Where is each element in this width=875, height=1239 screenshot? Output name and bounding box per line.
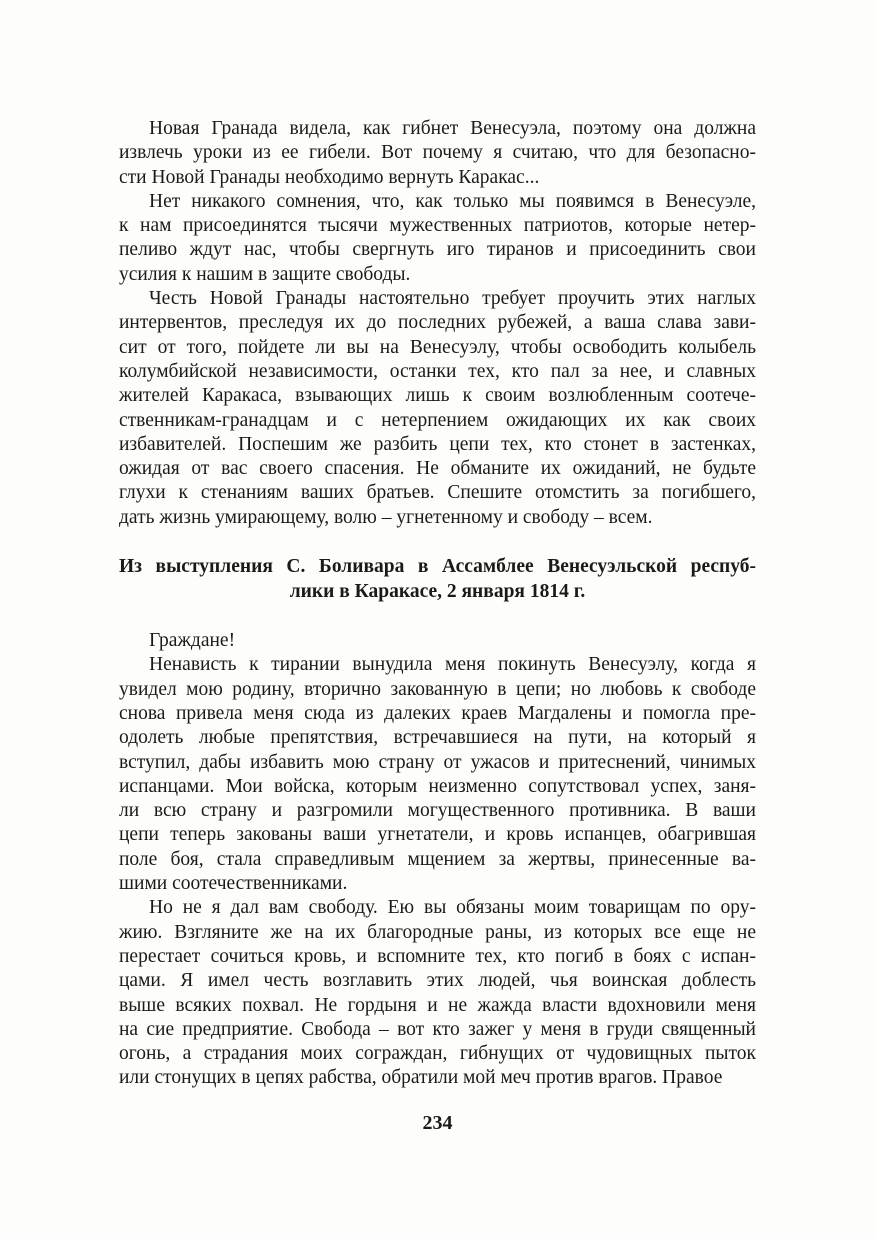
text-line: извлечь уроки из ее гибели. Вот почему я считаю, что для безопасно-: [119, 142, 756, 164]
page-number: 234: [422, 1112, 453, 1134]
text-line: вступил, дабы избавить мою страну от ужасов и притеснений, чинимых: [119, 751, 756, 773]
text-line: испанцами. Мои войска, которым неизменно сопутствовал успех, заня-: [119, 775, 756, 797]
text-line: жителей Каракаса, взывающих лишь к своим возлюбленным соотече-: [119, 385, 756, 407]
page-body: [119, 117, 756, 1091]
heading-line-2: лики в Каракасе, 2 января 1814 г.: [289, 581, 586, 603]
heading-line-1: Из выступления С. Боливара в Ассамблее Венесуэльской респуб-: [119, 556, 756, 578]
text-line: Честь Новой Гранады настоятельно требует проучить этих наглых: [149, 288, 756, 310]
text-line: пеливо ждут нас, чтобы свергнуть иго тиранов и присоединить свои: [119, 239, 756, 261]
text-line: интервентов, преследуя их до последних рубежей, а ваша слава зави-: [119, 312, 756, 334]
text-line: жию. Взгляните же на их благородные раны, из которых все еще не: [119, 921, 756, 943]
text-line: Новая Гранада видела, как гибнет Венесуэла, поэтому она должна: [149, 118, 756, 139]
text-line: огонь, а страдания моих сограждан, гибнущих от чудовищных пыток: [119, 1043, 756, 1065]
text-line: перестает сочиться кровь, и вспомните тех, кто погиб в боях с испан-: [119, 945, 756, 967]
paragraph: [119, 629, 756, 653]
text-line: ственникам-гранадцам и с нетерпением ожидающих их как своих: [119, 409, 756, 431]
text-line: или стонущих в цепях рабства, обратили мой меч против врагов. Правое: [119, 1067, 723, 1089]
text-line: шими соотечественниками.: [119, 873, 348, 895]
text-block-top: [119, 117, 756, 530]
text-line: дать жизнь умирающему, волю – угнетенному и свободу – всем.: [119, 506, 653, 528]
text-line: снова привела меня сюда из далеких краев Магдалены и помогла пре-: [119, 702, 756, 724]
paragraph: [119, 117, 756, 190]
text-line: Нет никакого сомнения, что, как только мы появимся в Венесуэле,: [149, 190, 756, 212]
text-line: ли всю страну и разгромили могущественного противника. В ваши: [119, 800, 756, 822]
text-line: одолеть любые препятствия, встречавшиеся на пути, на который я: [119, 727, 756, 749]
text-line: усилия к нашим в защите свободы.: [119, 263, 411, 285]
text-line: к нам присоединятся тысячи мужественных патриотов, которые нетер-: [119, 215, 756, 237]
text-line: сит от того, пойдете ли вы на Венесуэлу, чтобы освободить колыбель: [119, 336, 756, 358]
text-line: увидел мою родину, вторично закованную в цепи; но любовь к свободе: [119, 678, 756, 700]
paragraph: [119, 896, 756, 1090]
text-line: выше всяких похвал. Не гордыня и не жажда власти вдохновили меня: [119, 994, 756, 1016]
paragraph: [119, 287, 756, 530]
text-block-bottom: [119, 629, 756, 1091]
text-line: глухи к стенаниям ваших братьев. Спешите отомстить за погибшего,: [119, 482, 756, 504]
text-line: цепи теперь закованы ваши угнетатели, и кровь испанцев, обагрившая: [119, 824, 756, 846]
text-line: сти Новой Гранады необходимо вернуть Каракас...: [119, 166, 540, 188]
text-line: на сие предприятие. Свобода – вот кто зажег у меня в груди священный: [119, 1018, 756, 1040]
paragraph: [119, 653, 756, 896]
paragraph: [119, 190, 756, 287]
text-line: колумбийской независимости, останки тех, кто пал за нее, и славных: [119, 360, 756, 382]
text-line: Но не я дал вам свободу. Ею вы обязаны моим товарищам по ору-: [149, 897, 756, 919]
text-line: цами. Я имел честь возглавить этих людей, чья воинская доблесть: [119, 970, 756, 992]
text-line: Ненависть к тирании вынудила меня покинуть Венесуэлу, когда я: [149, 654, 756, 676]
text-line: ожидая от вас своего спасения. Не обманите их ожиданий, не будьте: [119, 458, 756, 480]
section-heading: [119, 554, 756, 604]
text-line: Граждане!: [149, 630, 236, 652]
text-line: поле боя, стала справедливым мщением за жертвы, принесенные ва-: [119, 848, 756, 870]
text-line: избавителей. Поспешим же разбить цепи тех, кто стонет в застенках,: [119, 433, 756, 455]
